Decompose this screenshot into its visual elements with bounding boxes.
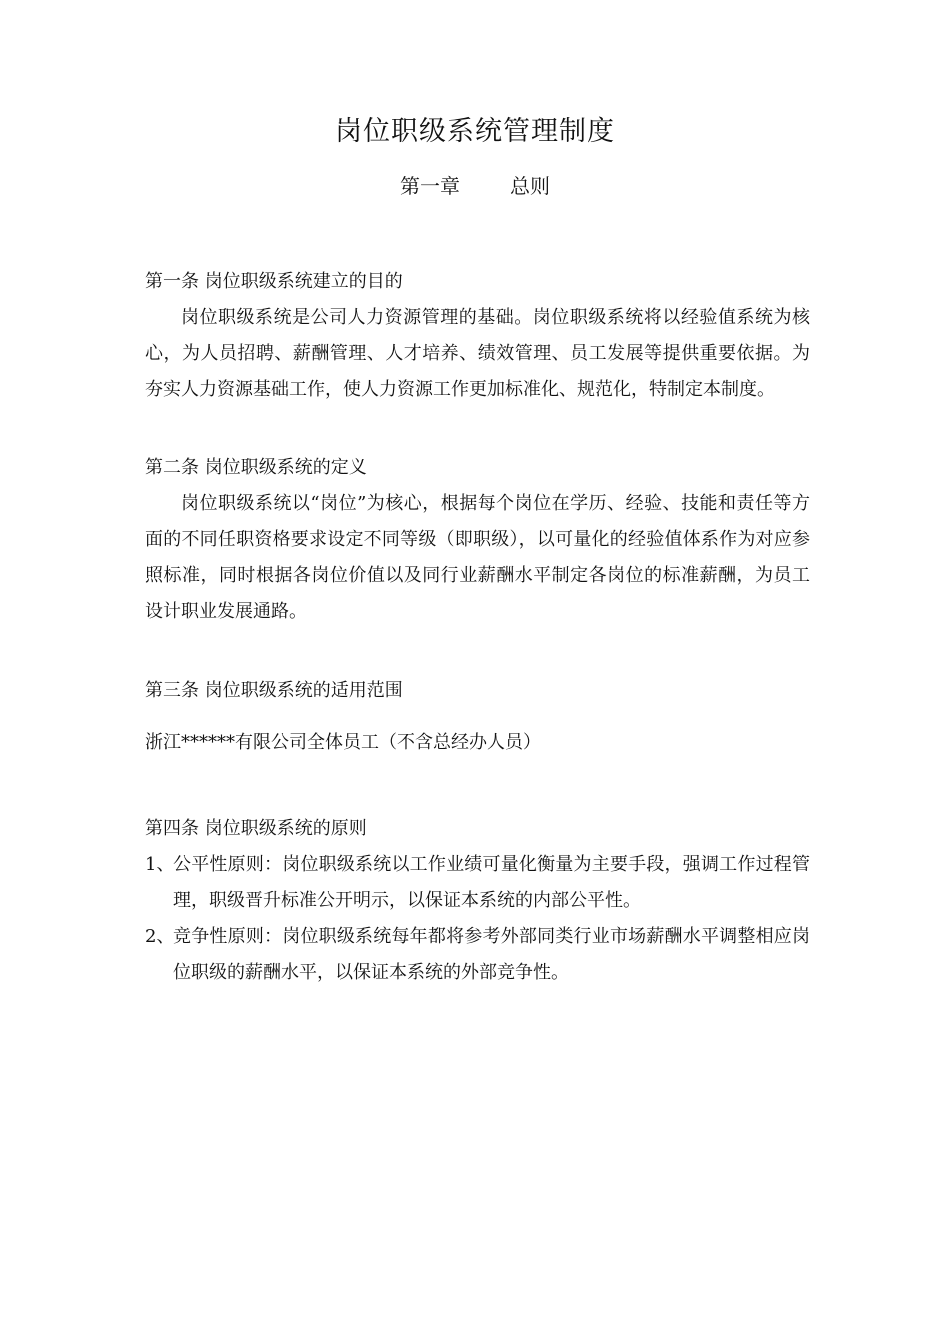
article-paragraph: 浙江******有限公司全体员工（不含总经办人员）	[145, 732, 541, 753]
list-item	[145, 847, 810, 919]
article-paragraph: 岗位职级系统以“岗位”为核心，根据每个岗位在学历、经验、技能和责任等方面的不同任职资格要求设定不同等级（即职级），以可量化的经验值体系作为对应参照标准，同时根据各岗位价值以及同行业薪酬水平制定各岗位的标准薪酬，为员工设计职业发展通路。	[145, 493, 810, 622]
list-item	[145, 919, 810, 991]
article-1	[145, 264, 810, 408]
principles-list	[145, 847, 810, 991]
article-4	[145, 811, 810, 991]
chapter-name: 总则	[510, 174, 550, 198]
article-3	[145, 673, 810, 709]
article-heading: 第一条 岗位职级系统建立的目的	[145, 271, 403, 292]
list-item-number: 1、	[145, 854, 175, 875]
list-item-text: 公平性原则：岗位职级系统以工作业绩可量化衡量为主要手段，强调工作过程管理，职级晋升标准公开明示，以保证本系统的内部公平性。	[173, 854, 810, 911]
article-heading: 第四条 岗位职级系统的原则	[145, 818, 367, 839]
chapter-number: 第一章	[400, 174, 460, 198]
list-item-text: 竞争性原则：岗位职级系统每年都将参考外部同类行业市场薪酬水平调整相应岗位职级的薪酬水平，以保证本系统的外部竞争性。	[173, 926, 810, 983]
article-paragraph: 岗位职级系统是公司人力资源管理的基础。岗位职级系统将以经验值系统为核心，为人员招聘、薪酬管理、人才培养、绩效管理、员工发展等提供重要依据。为夯实人力资源基础工作，使人力资源工作更加标准化、规范化，特制定本制度。	[145, 307, 810, 400]
list-item-number: 2、	[145, 926, 175, 947]
article-heading: 第三条 岗位职级系统的适用范围	[145, 680, 403, 701]
document-title: 岗位职级系统管理制度	[335, 116, 615, 147]
article-3-body	[145, 725, 810, 761]
article-heading: 第二条 岗位职级系统的定义	[145, 457, 367, 478]
article-2	[145, 450, 810, 630]
chapter-heading	[0, 170, 950, 202]
